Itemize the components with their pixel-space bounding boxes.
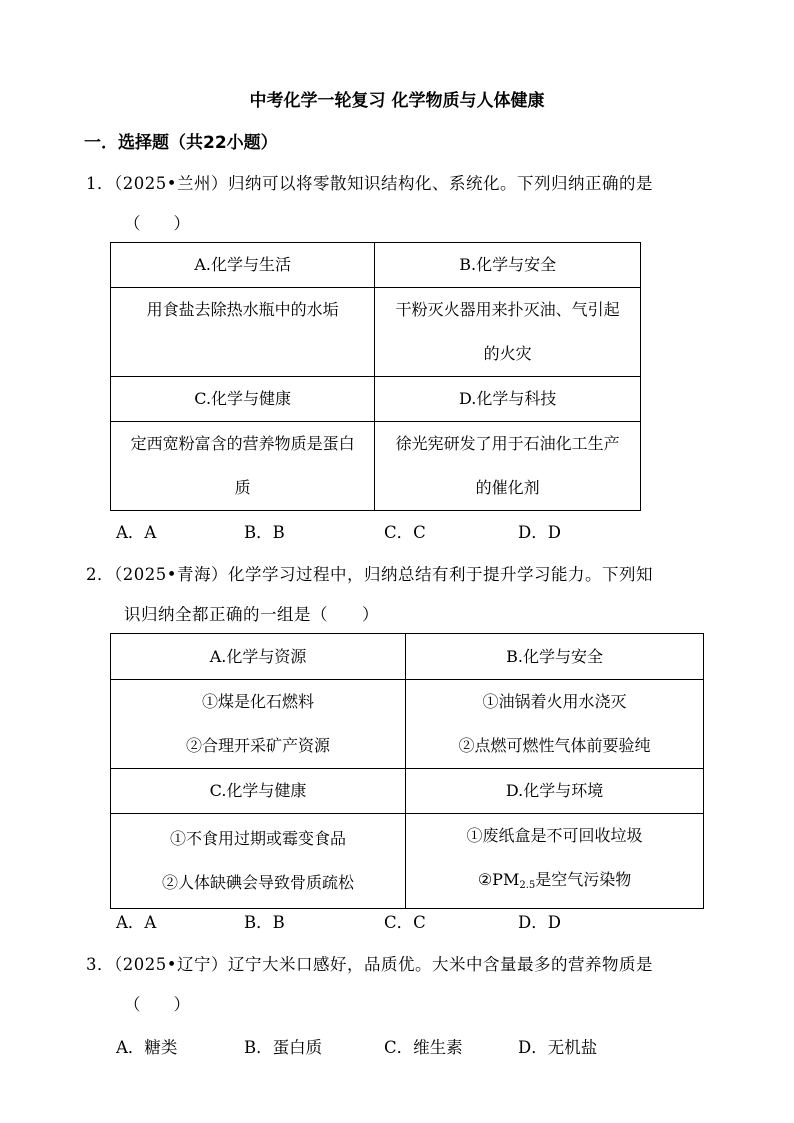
- q1-cell-c-body: 定西宽粉富含的营养物质是蛋白 质: [111, 422, 375, 511]
- question-1-stem: 1．（2025•兰州）归纳可以将零散知识结构化、系统化。下列归纳正确的是: [86, 174, 653, 193]
- q2-cell-c-body: ①不食用过期或霉变食品 ②人体缺碘会导致骨质疏松: [111, 814, 406, 909]
- question-2-stem-cont: 识归纳全都正确的一组是（ ）: [124, 605, 379, 624]
- q1-cell-b-body: 干粉灭火器用来扑灭油、气引起 的火灾: [375, 288, 641, 377]
- question-1-table: [110, 242, 641, 511]
- q1-cell-a-body: 用食盐去除热水瓶中的水垢: [111, 288, 375, 377]
- page-title: 中考化学一轮复习 化学物质与人体健康: [249, 91, 545, 111]
- question-1-answer-blank: （ ）: [124, 214, 190, 233]
- q2-cell-b-body: ①油锅着火用水浇灭 ②点燃可燃性气体前要验纯: [406, 680, 704, 769]
- q1-cell-d-head: D.化学与科技: [375, 377, 641, 422]
- q2-option-a[interactable]: A．A: [116, 913, 157, 932]
- q1-cell-c-head: C.化学与健康: [111, 377, 375, 422]
- q2-cell-b-head: B.化学与安全: [406, 634, 704, 680]
- q1-option-d[interactable]: D．D: [518, 523, 561, 542]
- q1-cell-d-body: 徐光宪研发了用于石油化工生产 的催化剂: [375, 422, 641, 511]
- q3-option-b[interactable]: B．蛋白质: [244, 1038, 323, 1057]
- q2-cell-d-body: ①废纸盒是不可回收垃圾 $②PM_{2.5}$是空气污染物: [406, 814, 704, 909]
- q2-cell-c-head: C.化学与健康: [111, 769, 406, 814]
- question-3-answer-blank: （ ）: [124, 995, 190, 1014]
- q3-option-d[interactable]: D．无机盐: [518, 1038, 598, 1057]
- q3-option-a[interactable]: A．糖类: [116, 1038, 178, 1057]
- q1-option-b[interactable]: B．B: [244, 523, 285, 542]
- question-3-stem: 3．（2025•辽宁）辽宁大米口感好，品质优。大米中含量最多的营养物质是: [86, 955, 653, 974]
- question-2-table: [110, 633, 704, 909]
- q2-option-b[interactable]: B．B: [244, 913, 285, 932]
- q2-option-d[interactable]: D．D: [518, 913, 561, 932]
- q2-cell-a-body: ①煤是化石燃料 ②合理开采矿产资源: [111, 680, 406, 769]
- q1-option-a[interactable]: A．A: [116, 523, 157, 542]
- q2-cell-d-head: D.化学与环境: [406, 769, 704, 814]
- question-2-stem: 2．（2025•青海）化学学习过程中，归纳总结有利于提升学习能力。下列知: [86, 565, 653, 584]
- section-heading: 一．选择题（共22小题）: [84, 133, 278, 153]
- q2-option-c[interactable]: C．C: [384, 913, 426, 932]
- q1-option-c[interactable]: C．C: [384, 523, 426, 542]
- q1-cell-b-head: B.化学与安全: [375, 243, 641, 288]
- q3-option-c[interactable]: C．维生素: [384, 1038, 463, 1057]
- q1-cell-a-head: A.化学与生活: [111, 243, 375, 288]
- q2-cell-a-head: A.化学与资源: [111, 634, 406, 680]
